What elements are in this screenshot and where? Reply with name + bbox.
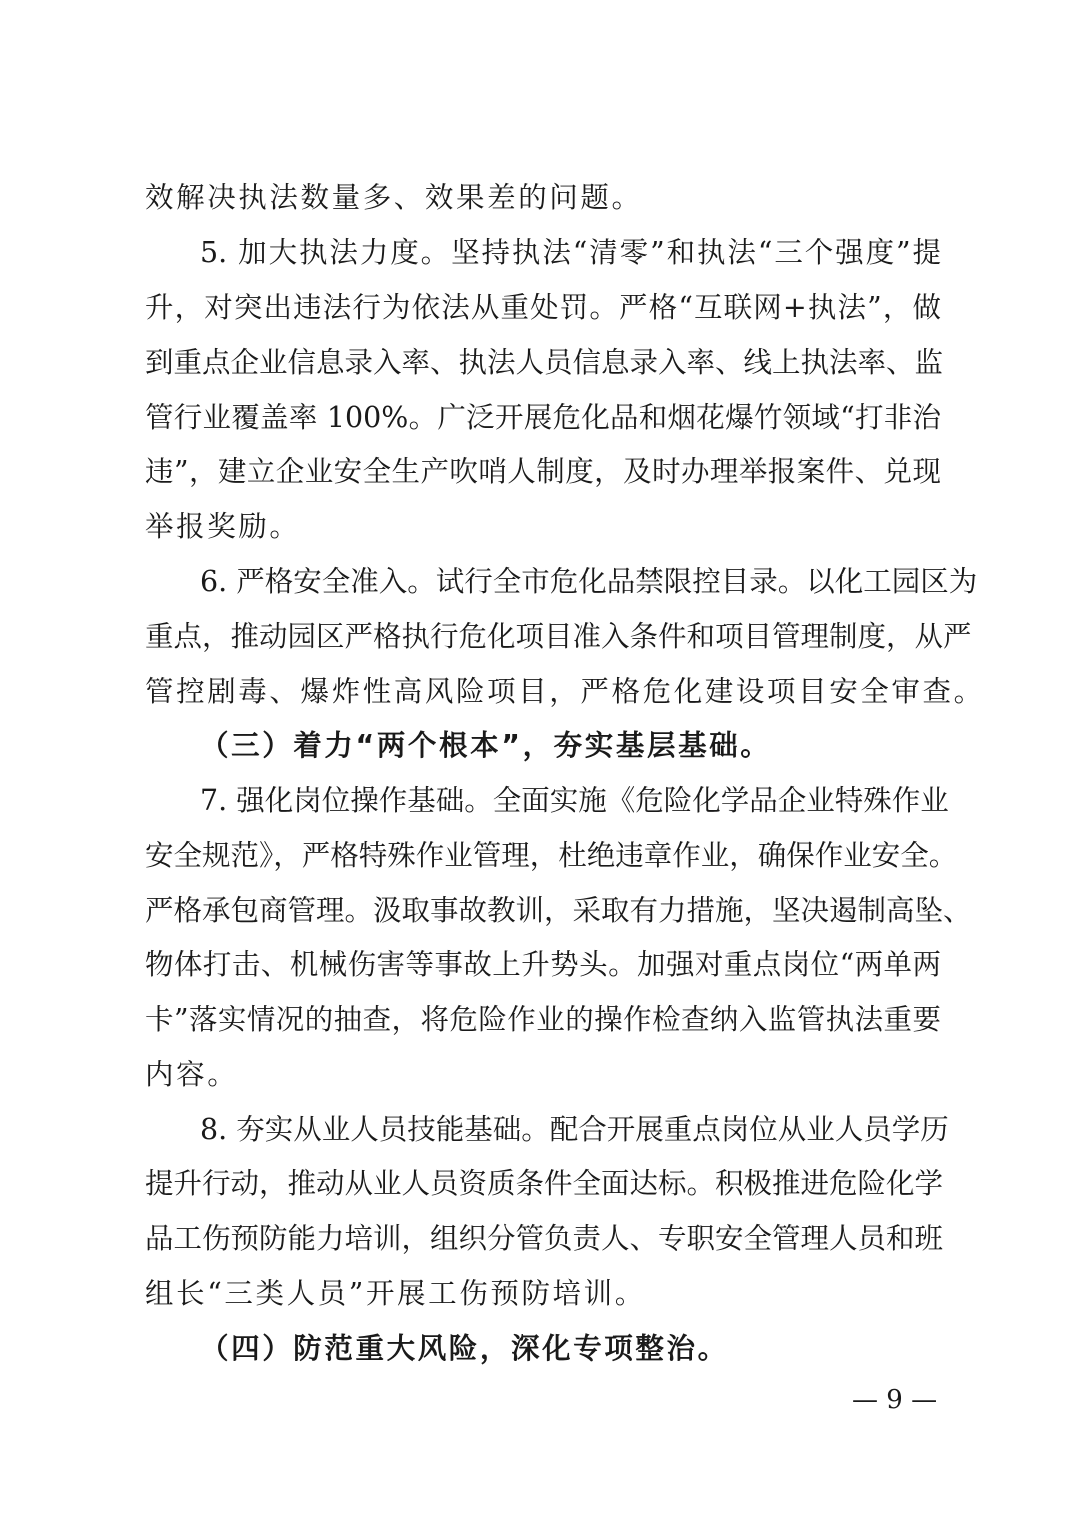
section-heading-3: （三）着力“两个根本”，夯实基层基础。 <box>200 729 772 762</box>
text-line: 升，对突出违法行为依法从重处罚。严格“互联网+执法”，做 <box>145 291 941 324</box>
text-line: 品工伤预防能力培训，组织分管负责人、专职安全管理人员和班 <box>145 1222 944 1255</box>
text-line: 严格承包商管理。汲取事故教训，采取有力措施，坚决遏制高坠、 <box>145 894 972 927</box>
page-number: — 9 — <box>852 1385 938 1415</box>
section-heading-4: （四）防范重大风险，深化专项整治。 <box>200 1332 729 1365</box>
text-line: 举报奖励。 <box>145 510 301 543</box>
text-line: 效解决执法数量多、效果差的问题。 <box>145 181 643 214</box>
text-line: 内容。 <box>145 1058 239 1091</box>
paragraph-5-first-line: 5. 加大执法力度。坚持执法“清零”和执法“三个强度”提 <box>200 236 941 269</box>
text-line: 管控剧毒、爆炸性高风险项目，严格危化建设项目安全审查。 <box>145 675 985 708</box>
text-line: 物体打击、机械伤害等事故上升势头。加强对重点岗位“两单两 <box>145 948 941 981</box>
text-line: 管行业覆盖率 100%。广泛开展危化品和烟花爆竹领域“打非治 <box>145 401 941 434</box>
paragraph-6-first-line: 6. 严格安全准入。试行全市危化品禁限控目录。以化工园区为 <box>200 565 978 598</box>
text-line: 提升行动，推动从业人员资质条件全面达标。积极推进危险化学 <box>145 1167 944 1200</box>
text-line: 违”，建立企业安全生产吹哨人制度，及时办理举报案件、兑现 <box>145 455 941 488</box>
text-line: 卡”落实情况的抽查，将危险作业的操作检查纳入监管执法重要 <box>145 1003 941 1036</box>
text-line: 组长“三类人员”开展工伤预防培训。 <box>145 1277 646 1310</box>
text-line: 到重点企业信息录入率、执法人员信息录入率、线上执法率、监 <box>145 346 944 379</box>
paragraph-8-first-line: 8. 夯实从业人员技能基础。配合开展重点岗位从业人员学历 <box>200 1113 949 1146</box>
paragraph-7-first-line: 7. 强化岗位操作基础。全面实施《危险化学品企业特殊作业 <box>200 784 949 817</box>
text-line: 安全规范》，严格特殊作业管理，杜绝违章作业，确保作业安全。 <box>145 839 958 872</box>
text-line: 重点，推动园区严格执行危化项目准入条件和项目管理制度，从严 <box>145 620 972 653</box>
